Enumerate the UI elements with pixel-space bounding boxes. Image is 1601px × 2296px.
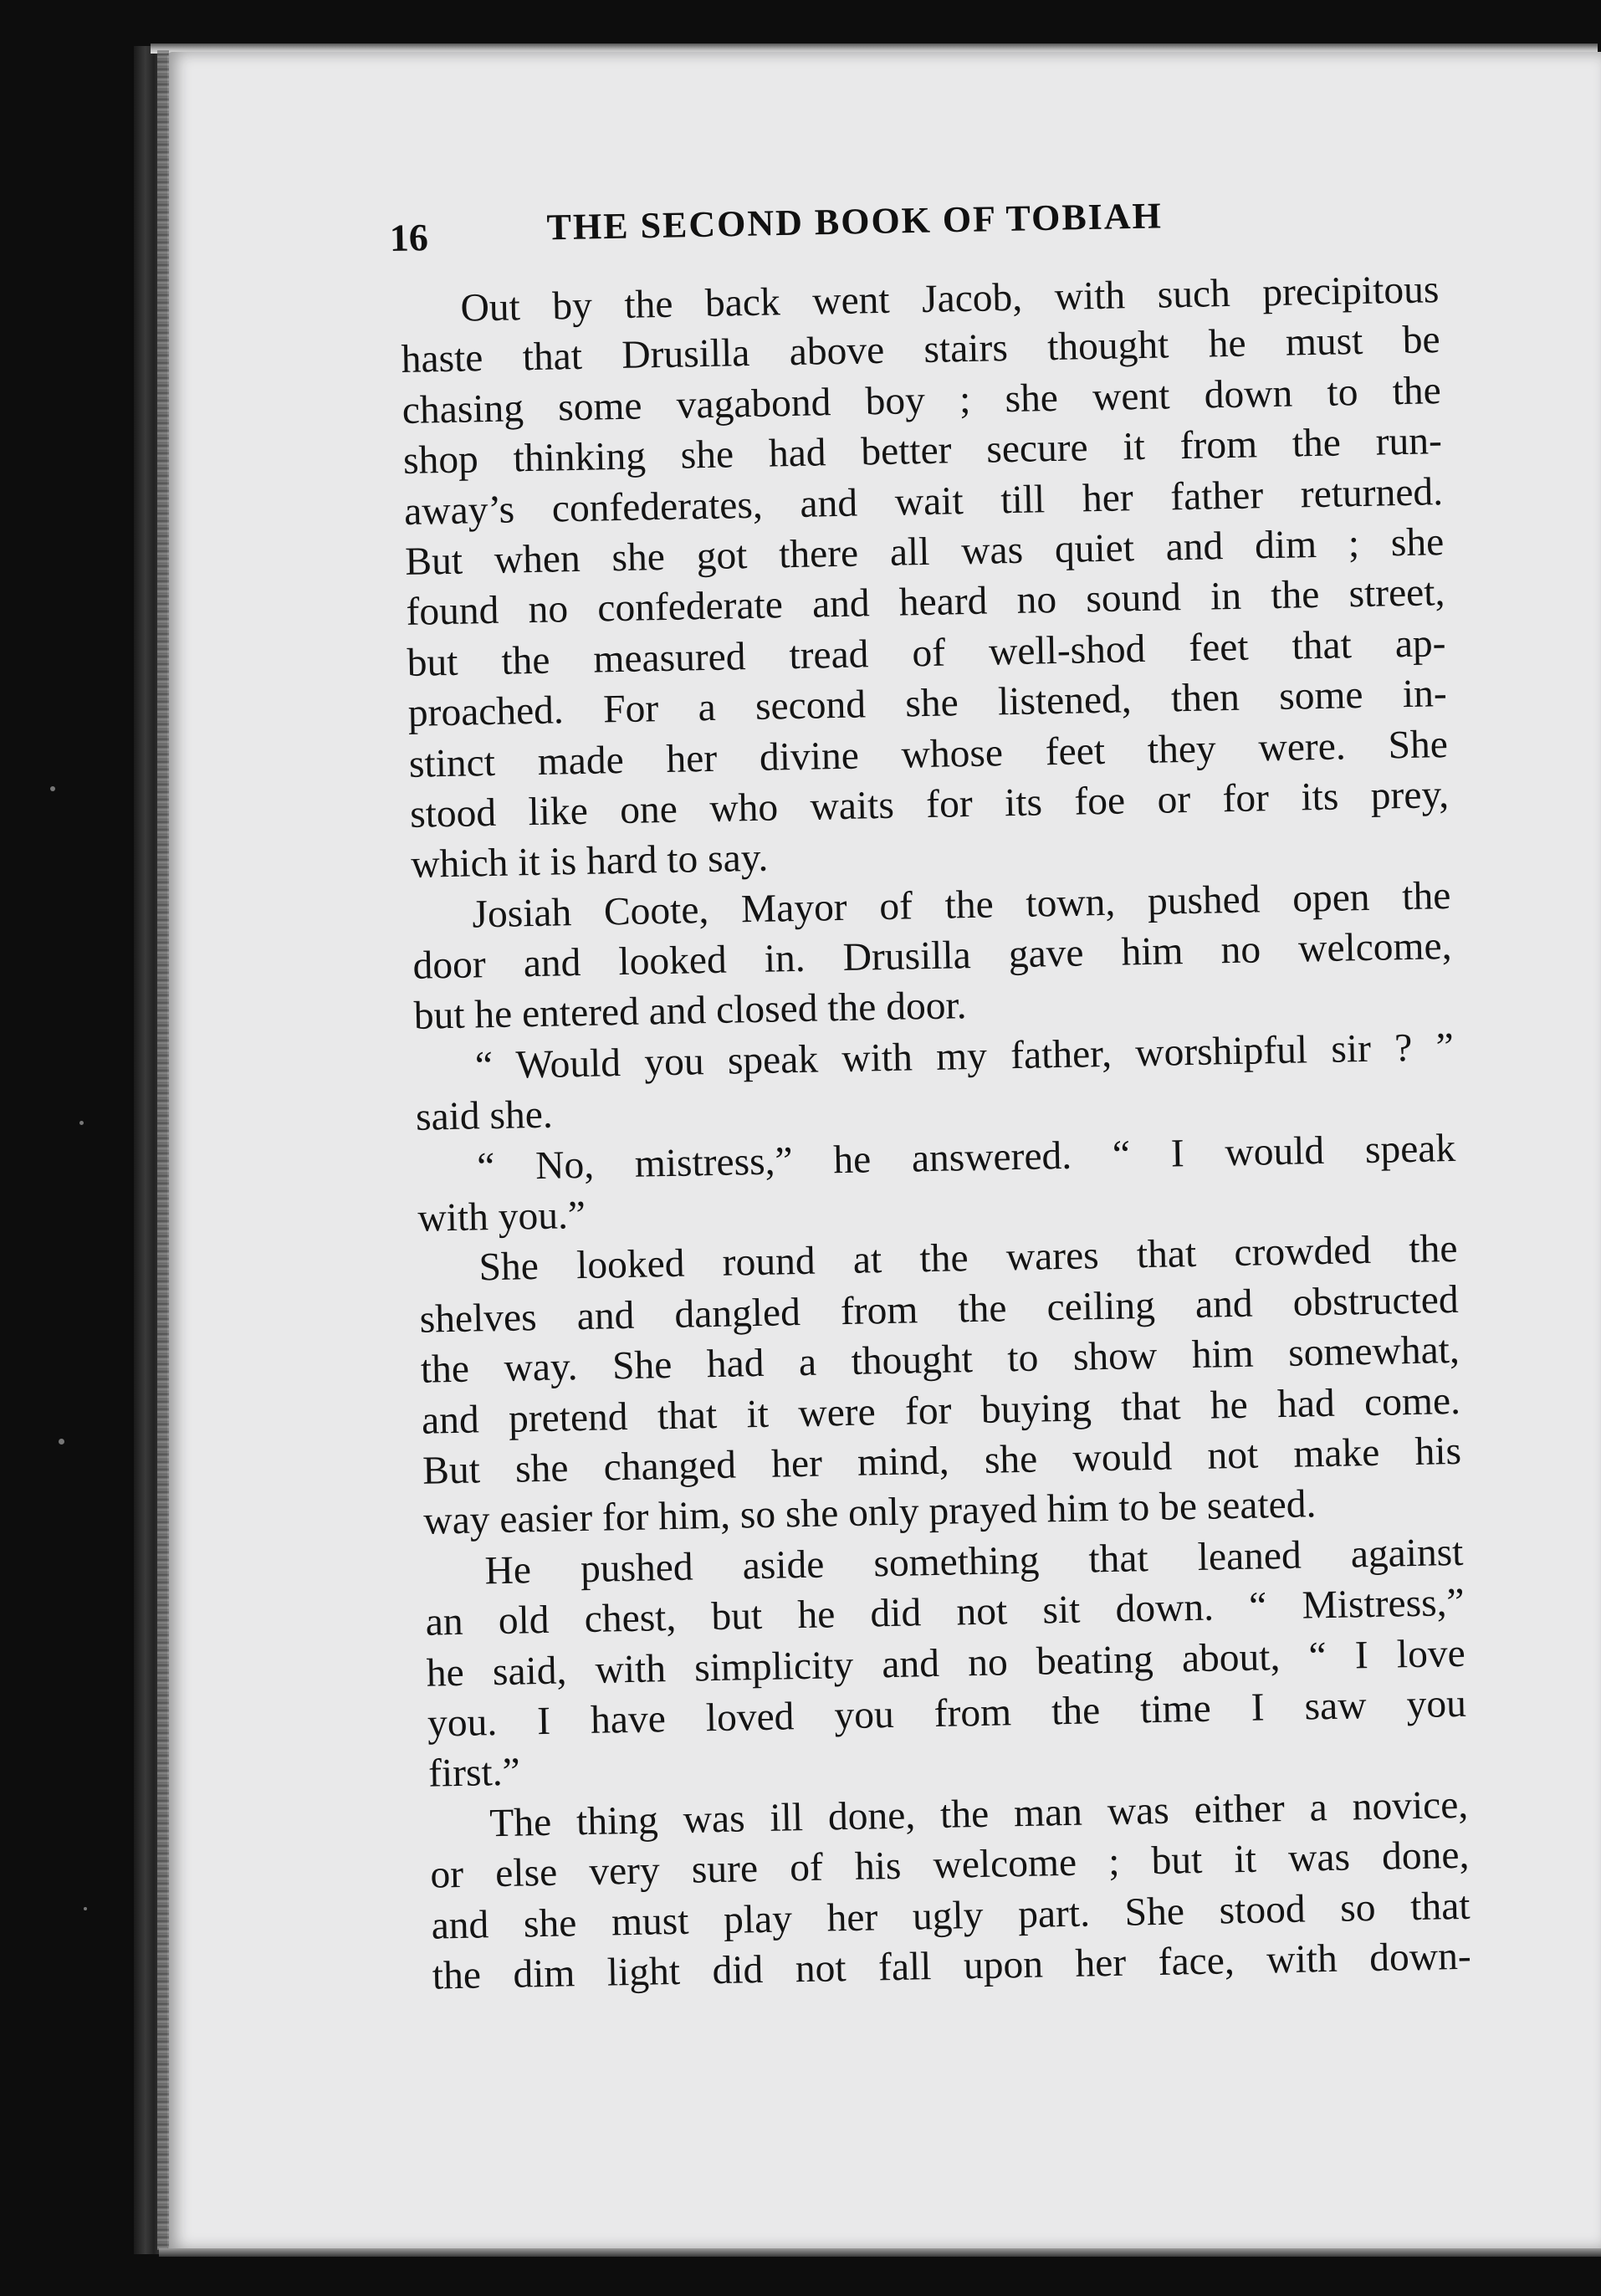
text-line: shop thinking she had better secure it from the run- bbox=[402, 419, 1443, 483]
page-stack-edge bbox=[157, 50, 169, 2250]
scan-speck bbox=[79, 1121, 84, 1125]
text-line: and pretend that it were for buying that he had come. bbox=[421, 1378, 1461, 1443]
text-line: door and looked in. Drusilla gave him no welcome, bbox=[412, 924, 1452, 988]
text-line: an old chest, but he did not sit down. “ Mistress,” bbox=[425, 1581, 1465, 1644]
text-line: or else very sure of his welcome ; but it was done, bbox=[430, 1833, 1470, 1897]
text-line: She looked round at the wares that crowded the bbox=[478, 1227, 1458, 1290]
text-line: proached. For a second she listened, then some in- bbox=[407, 672, 1448, 736]
text-line: chasing some vagabond boy ; she went down to the bbox=[402, 368, 1442, 432]
text-line: stood like one who waits for its foe or for its prey, bbox=[409, 772, 1450, 836]
text-line: the way. She had a thought to show him somewhat, bbox=[420, 1328, 1460, 1392]
text-line: He pushed aside something that leaned against bbox=[484, 1530, 1464, 1593]
text-line: which it is hard to say. bbox=[410, 836, 769, 887]
text-line: haste that Drusilla above stairs thought he must be bbox=[401, 318, 1441, 382]
scan-speck bbox=[50, 786, 55, 791]
text-line: but he entered and closed the door. bbox=[413, 984, 968, 1039]
text-line: The thing was ill done, the man was either a novice, bbox=[488, 1782, 1469, 1845]
page-bottom-edge bbox=[159, 2248, 1601, 2257]
text-line: Josiah Coote, Mayor of the town, pushed open the bbox=[471, 873, 1451, 937]
text-line: but the measured tread of well-shod feet that ap- bbox=[407, 621, 1446, 685]
text-line: away’s confederates, and wait till her father returned. bbox=[403, 469, 1444, 534]
body-text bbox=[400, 264, 1471, 2002]
text-line: “ Would you speak with my father, worshipful sir ? ” bbox=[474, 1025, 1455, 1088]
text-line: first.” bbox=[427, 1750, 521, 1796]
text-line: “ No, mistress,” he answered. “ I would speak bbox=[476, 1126, 1456, 1189]
text-line: shelves and dangled from the ceiling and obstructed bbox=[419, 1277, 1460, 1342]
scan-speck bbox=[59, 1439, 64, 1445]
text-line: found no confederate and heard no sound in the street, bbox=[406, 570, 1445, 635]
text-line: you. I have loved you from the time I saw you bbox=[427, 1681, 1467, 1746]
text-line: the dim light did not fall upon her face, with down- bbox=[432, 1934, 1472, 1998]
text-line: But when she got there all was quiet and dim ; she bbox=[404, 520, 1445, 584]
text-line: he said, with simplicity and no beating about, “ I love bbox=[426, 1631, 1466, 1695]
text-line: with you.” bbox=[417, 1193, 586, 1240]
book-title: THE SECOND BOOK OF TOBIAH bbox=[546, 195, 1164, 248]
text-line: But she changed her mind, she would not make his bbox=[422, 1429, 1462, 1493]
text-line: and she must play her ugly part. She stood so that bbox=[431, 1884, 1471, 1948]
text-line: stinct made her divine whose feet they were. She bbox=[408, 722, 1449, 786]
text-line: Out by the back went Jacob, with such precipitous bbox=[460, 268, 1440, 330]
text-line: way easier for him, so she only prayed him to be seated. bbox=[422, 1482, 1317, 1544]
page-number: 16 bbox=[389, 216, 429, 259]
scan-speck bbox=[84, 1907, 87, 1910]
text-line: said she. bbox=[415, 1092, 554, 1140]
